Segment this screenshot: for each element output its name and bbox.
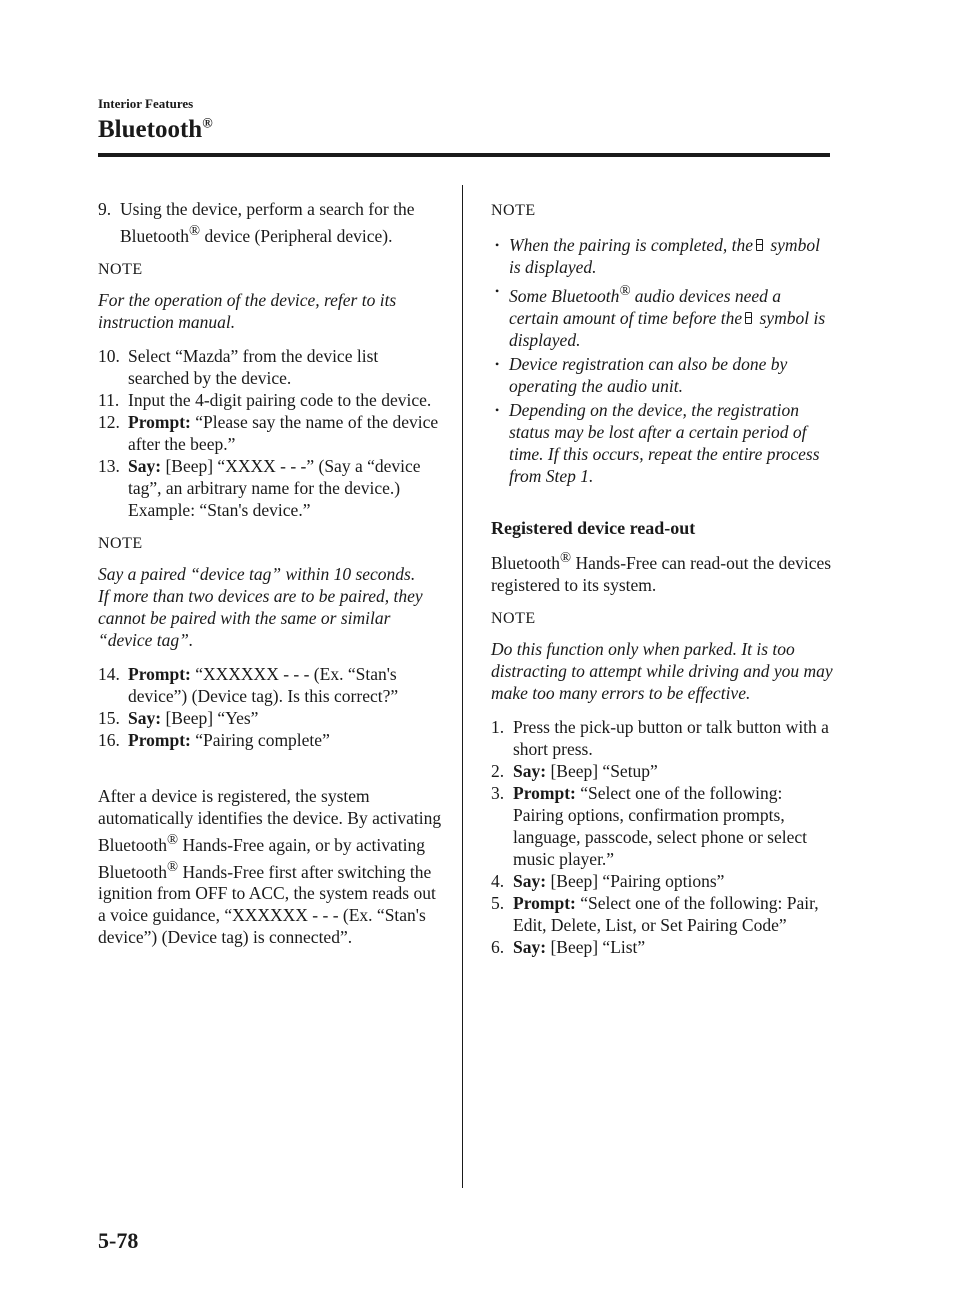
step-12: 12. Prompt: “Please say the name of the device after the beep.” <box>98 411 439 454</box>
readout-step-2: 2. Say: [Beep] “Setup” <box>491 760 658 781</box>
page-header <box>98 96 213 144</box>
header-rule <box>98 153 830 157</box>
bluetooth-symbol-icon <box>745 312 752 324</box>
readout-step-4: 4. Say: [Beep] “Pairing options” <box>491 870 725 891</box>
intro-paragraph: Bluetooth® Hands-Free can read-out the devices registered to its system. <box>491 549 832 595</box>
right-column <box>491 198 833 958</box>
step-15: 15. Say: [Beep] “Yes” <box>98 707 259 728</box>
step-11: 11. Input the 4-digit pairing code to the device. <box>98 389 432 410</box>
section-heading: Registered device read-out <box>491 517 696 538</box>
column-divider <box>462 185 463 1188</box>
page-number: 5-78 <box>98 1228 139 1253</box>
bluetooth-symbol-icon <box>756 239 763 251</box>
page-title: Bluetooth® <box>98 116 213 143</box>
step-14: 14. Prompt: “XXXXXX - - - (Ex. “Stan's device”) (Device tag). Is this correct?” <box>98 663 399 706</box>
step-13: 13. Say: [Beep] “XXXX - - -” (Say a “device tag”, an arbitrary name for the device.) Example: “Stan's device.” <box>98 455 421 520</box>
note-text: For the operation of the device, refer to its instruction manual. <box>98 289 397 332</box>
step-10: 10. Select “Mazda” from the device list searched by the device. <box>98 345 379 388</box>
section-label: Interior Features <box>98 96 194 111</box>
readout-step-5: 5. Prompt: “Select one of the following: Pair, Edit, Delete, List, or Set Pairing Code” <box>491 892 819 935</box>
left-column <box>98 198 443 960</box>
list-item: • Some Bluetooth® audio devices need a certain amount of time before the symbol is displayed. <box>495 283 826 350</box>
note-list <box>491 234 833 487</box>
list-item: • When the pairing is completed, the symbol is displayed. <box>495 235 820 277</box>
note-label: NOTE <box>98 260 143 278</box>
step-16: 16. Prompt: “Pairing complete” <box>98 729 330 750</box>
note-label: NOTE <box>491 609 536 627</box>
readout-step-3: 3. Prompt: “Select one of the following: Pairing options, confirmation prompts, language, passcode, select phone or select music player.” <box>491 782 807 869</box>
note-text: Say a paired “device tag” within 10 seconds. If more than two devices are to be paired, they cannot be paired with the same or similar “device tag”. <box>98 563 423 650</box>
note-label: NOTE <box>98 534 143 552</box>
readout-step-1: 1. Press the pick-up button or talk button with a short press. <box>491 716 829 759</box>
list-item: • Depending on the device, the registration status may be lost after a certain period of time. If this occurs, repeat the entire process from Step 1. <box>495 399 820 486</box>
list-item: • Device registration can also be done by operating the audio unit. <box>495 353 788 396</box>
note-label: NOTE <box>491 202 536 219</box>
step-9: 9. Using the device, perform a search for the Bluetooth® device (Peripheral device). <box>98 199 415 246</box>
registration-paragraph: After a device is registered, the system automatically identifies the device. By activating Bluetooth® Hands-Free again, or by activating Bluetooth® Hands-Free first after switching the ignition from OFF to ACC, the system reads out a voice guidance, “XXXXXX - - - (Ex. “Stan's device”) (Device tag) is connected”. <box>98 785 442 948</box>
readout-step-6: 6. Say: [Beep] “List” <box>491 936 646 957</box>
note-text: Do this function only when parked. It is too distracting to attempt while driving and you may make too many errors to be effective. <box>491 638 833 703</box>
